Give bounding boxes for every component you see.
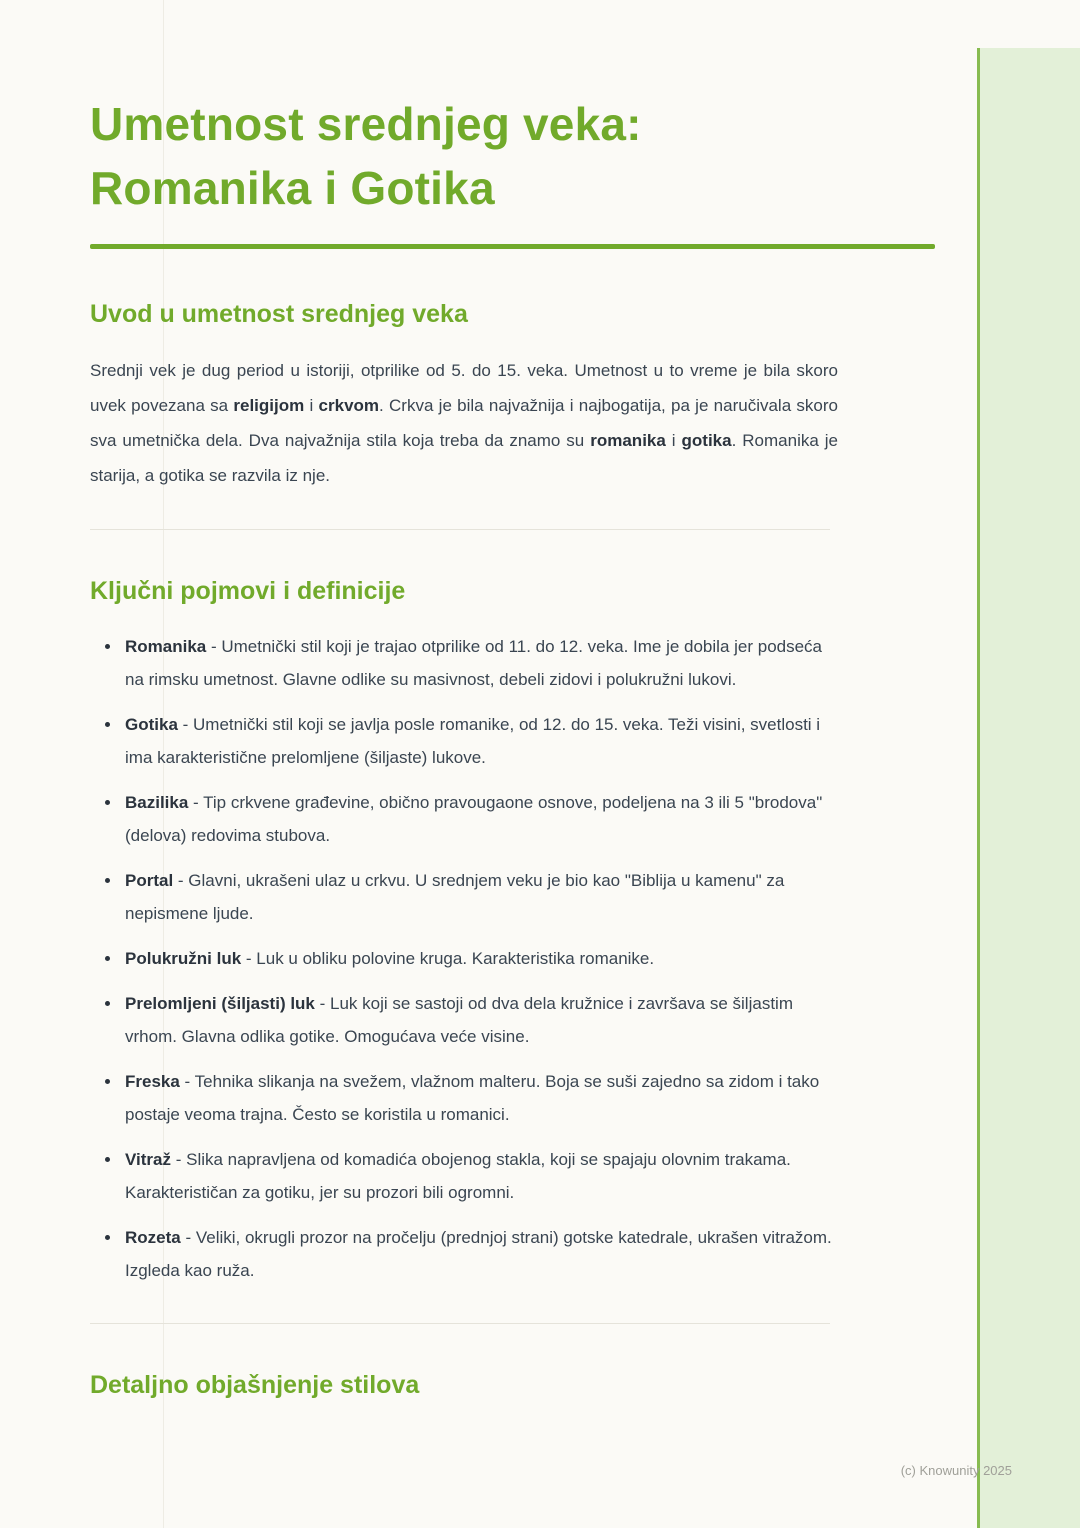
section-heading-detailed: Detaljno objašnjenje stilova	[90, 1371, 420, 1399]
text: . Romanika je starija, a gotika se razvila iz nje.	[90, 431, 838, 485]
term-definition: - Slika napravljena od komadića obojenog stakla, koji se spajaju olovnim trakama. Karakterističan za gotiku, jer su prozori bili ogromni.	[125, 1150, 791, 1202]
term-list-item	[122, 1221, 838, 1287]
section-divider-1	[90, 529, 830, 530]
term-list-item	[122, 942, 838, 975]
term-name: Bazilika	[125, 793, 189, 812]
page-title	[90, 92, 838, 220]
text: . Crkva je bila najvažnija i najbogatija, pa je naručivala skoro sva umetnička dela. Dva najvažnija stila koja treba da znamo su	[90, 396, 838, 450]
title-underline-rule	[90, 244, 935, 249]
term-definition: - Glavni, ukrašeni ulaz u crkvu. U srednjem veku je bio kao "Biblija u kamenu" za nepismene ljude.	[125, 871, 785, 923]
term-definition: - Luk koji se sastoji od dva dela kružnice i završava se šiljastim vrhom. Glavna odlika gotike. Omogućava veće visine.	[125, 994, 793, 1046]
watermark-footer: (c) Knowunity 2025	[900, 1463, 1012, 1478]
content-column	[90, 92, 838, 1424]
term-name: Gotika	[125, 715, 178, 734]
term-list-item	[122, 708, 838, 774]
text: Srednji vek je dug period u istoriji, otprilike od 5. do 15. veka. Umetnost u to vreme je bila skoro uvek povezana sa	[90, 361, 838, 415]
term-definition: - Veliki, okrugli prozor na pročelju (prednjoj strani) gotske katedrale, ukrašen vitražom. Izgleda kao ruža.	[125, 1228, 832, 1280]
term-name: Prelomljeni (šiljasti) luk	[125, 994, 315, 1013]
term-name: Vitraž	[125, 1150, 171, 1169]
term-list-item	[122, 864, 838, 930]
bold-text: crkvom	[318, 396, 380, 415]
section-divider-2	[90, 1323, 830, 1324]
text: i	[665, 431, 682, 450]
term-definition: - Tehnika slikanja na svežem, vlažnom malteru. Boja se suši zajedno sa zidom i tako postaje veoma trajna. Često se koristila u romanici.	[125, 1072, 820, 1124]
term-name: Rozeta	[125, 1228, 181, 1247]
term-name: Polukružni luk	[125, 949, 242, 968]
intro-paragraph	[90, 353, 838, 493]
term-list-item	[122, 1143, 838, 1209]
bold-text: religijom	[233, 396, 305, 415]
right-green-strip	[977, 48, 1080, 1528]
term-list-item	[122, 987, 838, 1053]
key-terms-list	[90, 630, 838, 1287]
term-definition: - Luk u obliku polovine kruga. Karakteristika romanike.	[241, 949, 655, 968]
title-line-1: Umetnost srednjeg veka:	[90, 98, 642, 150]
term-definition: - Umetnički stil koji je trajao otprilike od 11. do 12. veka. Ime je dobila jer podseća na rimsku umetnost. Glavne odlike su masivnost, debeli zidovi i polukružni lukovi.	[125, 637, 823, 689]
term-list-item	[122, 630, 838, 696]
bold-text: gotika	[681, 431, 732, 450]
section-heading-intro: Uvod u umetnost srednjeg veka	[90, 300, 468, 328]
term-definition: - Tip crkvene građevine, obično pravougaone osnove, podeljena na 3 ili 5 "brodova" (delova) redovima stubova.	[125, 793, 823, 845]
term-name: Freska	[125, 1072, 180, 1091]
section-heading-key-terms: Ključni pojmovi i definicije	[90, 577, 406, 605]
title-line-2: Romanika i Gotika	[90, 162, 495, 214]
term-list-item	[122, 786, 838, 852]
bold-text: romanika	[590, 431, 666, 450]
term-definition: - Umetnički stil koji se javlja posle romanike, od 12. do 15. veka. Teži visini, svetlosti i ima karakteristične prelomljene (šiljaste) lukove.	[125, 715, 821, 767]
term-name: Portal	[125, 871, 174, 890]
text: i	[304, 396, 319, 415]
term-list-item	[122, 1065, 838, 1131]
term-name: Romanika	[125, 637, 207, 656]
